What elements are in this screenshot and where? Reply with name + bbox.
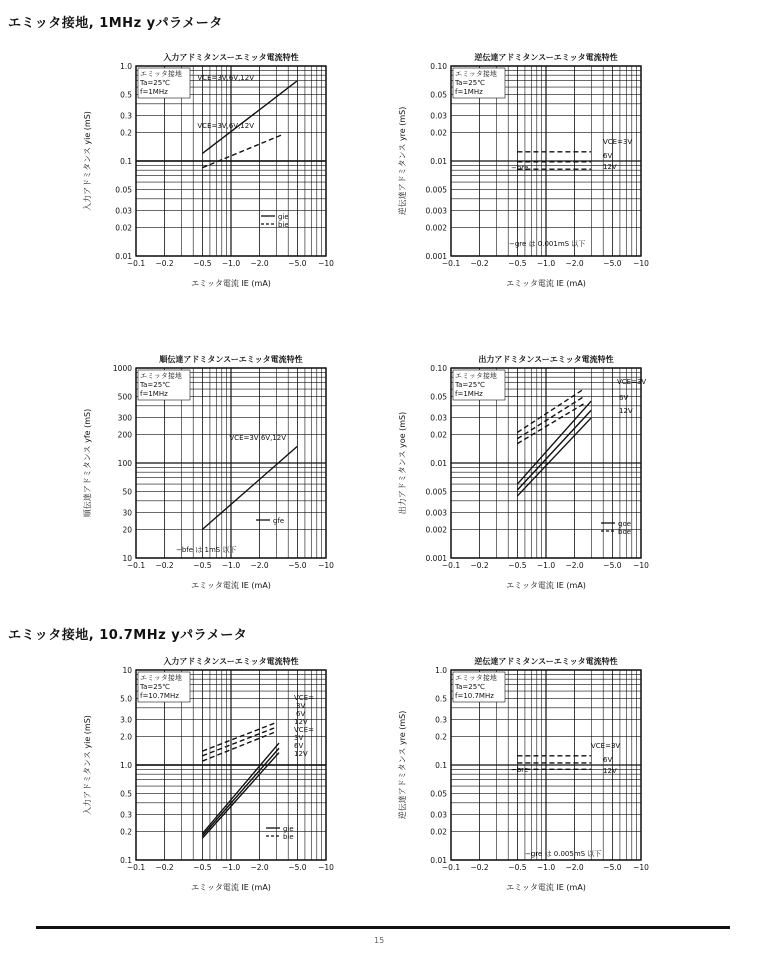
x-tick-label: −1.0 xyxy=(221,259,241,268)
y-axis-label: 入力アドミタンス yie (mS) xyxy=(83,111,92,211)
x-tick-label: −0.1 xyxy=(126,863,146,872)
series-label: 12V xyxy=(619,407,633,415)
y-axis-label: 順伝達アドミタンス yfe (mS) xyxy=(83,408,92,518)
chart-title: 出力アドミタンスーエミッタ電流特性 xyxy=(478,355,614,364)
y-tick-label: 1.0 xyxy=(120,761,132,770)
x-tick-label: −1.0 xyxy=(221,863,241,872)
page-number: 15 xyxy=(374,936,385,945)
x-tick-label: −5.0 xyxy=(288,259,307,268)
condition-text: エミッタ接地 xyxy=(455,70,497,78)
y-tick-label: 0.1 xyxy=(120,157,132,166)
y-tick-label: 0.02 xyxy=(430,430,447,440)
x-axis-label: エミッタ電流 IE (mA) xyxy=(506,279,586,288)
legend-label: gfe xyxy=(273,517,285,525)
y-tick-label: 0.03 xyxy=(115,206,132,216)
annotation: VCE= xyxy=(294,694,314,702)
y-tick-label: 0.3 xyxy=(120,810,132,820)
x-tick-label: −1.0 xyxy=(221,561,241,570)
y-axis-label: 逆伝達アドミタンス yre (mS) xyxy=(398,710,407,820)
series-label: VCE=3V xyxy=(617,378,647,386)
condition-text: Ta=25℃ xyxy=(455,79,486,87)
x-tick-label: −0.1 xyxy=(441,561,461,570)
chart-output-admittance-1mhz xyxy=(395,350,655,600)
chart-forward-admittance-1mhz xyxy=(80,350,340,600)
series-label: VCE=3V xyxy=(591,742,621,750)
x-tick-label: −0.1 xyxy=(441,259,461,268)
series-line xyxy=(202,723,276,752)
y-tick-label: 0.03 xyxy=(430,810,447,820)
y-tick-label: 0.2 xyxy=(120,128,132,138)
condition-text: f=10.7MHz xyxy=(140,692,179,700)
annotation: −gre は 0.005mS 以下 xyxy=(525,850,602,858)
x-tick-label: −2.0 xyxy=(565,259,584,268)
x-tick-label: −5.0 xyxy=(603,863,622,872)
x-tick-label: −2.0 xyxy=(565,863,584,872)
y-tick-label: 0.003 xyxy=(425,508,447,518)
series-label: 3V xyxy=(294,734,304,742)
series-label: 6V xyxy=(603,756,613,764)
x-tick-label: −10 xyxy=(318,259,334,268)
series-label: 3V xyxy=(296,702,306,710)
x-tick-label: −0.5 xyxy=(193,259,212,268)
series-label: 12V xyxy=(294,718,308,726)
y-tick-label: 20 xyxy=(122,525,132,535)
y-tick-label: 0.10 xyxy=(430,364,447,373)
legend-label: bie xyxy=(283,833,294,841)
annotation: VCE=3V,6V,12V xyxy=(229,434,286,442)
y-tick-label: 0.01 xyxy=(430,856,447,865)
y-tick-label: 0.05 xyxy=(430,789,447,799)
x-tick-label: −0.1 xyxy=(126,561,146,570)
y-tick-label: 0.003 xyxy=(425,206,447,216)
y-tick-label: 30 xyxy=(122,508,132,518)
y-tick-label: 0.01 xyxy=(115,252,132,261)
chart-reverse-admittance-1mhz xyxy=(395,48,655,298)
series-line xyxy=(202,727,276,756)
y-tick-label: 0.5 xyxy=(120,789,132,799)
x-axis-label: エミッタ電流 IE (mA) xyxy=(506,883,586,892)
x-tick-label: −5.0 xyxy=(288,863,307,872)
series-label: 6V xyxy=(296,710,306,718)
chart-title: 逆伝達アドミタンスーエミッタ電流特性 xyxy=(474,53,618,62)
y-tick-label: 0.02 xyxy=(430,128,447,138)
series-label: 12V xyxy=(294,750,308,758)
condition-text: f=1MHz xyxy=(140,390,168,398)
x-axis-label: エミッタ電流 IE (mA) xyxy=(191,581,271,590)
y-tick-label: 0.005 xyxy=(425,487,447,497)
y-tick-label: 0.01 xyxy=(430,157,447,166)
condition-text: f=1MHz xyxy=(455,88,483,96)
x-tick-label: −0.5 xyxy=(193,863,212,872)
y-tick-label: 0.2 xyxy=(120,827,132,837)
chart-title: 入力アドミタンスーエミッタ電流特性 xyxy=(163,53,299,62)
x-tick-label: −5.0 xyxy=(288,561,307,570)
annotation: −gre は 0.001mS 以下 xyxy=(509,240,586,248)
condition-text: Ta=25℃ xyxy=(140,683,171,691)
y-axis-label: 逆伝達アドミタンス yre (mS) xyxy=(398,106,407,216)
y-tick-label: 0.1 xyxy=(120,856,132,865)
series-label: 6V xyxy=(294,742,304,750)
condition-text: Ta=25℃ xyxy=(140,79,171,87)
y-tick-label: 1.0 xyxy=(435,666,447,675)
y-tick-label: 0.02 xyxy=(430,827,447,837)
x-tick-label: −0.1 xyxy=(441,863,461,872)
x-tick-label: −5.0 xyxy=(603,561,622,570)
legend-label: goe xyxy=(618,520,632,528)
series-label: 12V xyxy=(603,163,617,171)
series-line xyxy=(202,748,279,835)
y-tick-label: 200 xyxy=(117,430,132,440)
y-tick-label: 0.002 xyxy=(425,223,447,233)
annotation: −bfe は 1mS 以下 xyxy=(176,546,237,554)
chart-input-admittance-1mhz xyxy=(80,48,340,298)
x-tick-label: −10 xyxy=(633,863,649,872)
y-tick-label: 0.03 xyxy=(430,413,447,423)
y-tick-label: 10 xyxy=(122,554,132,563)
condition-text: Ta=25℃ xyxy=(455,381,486,389)
x-tick-label: −10 xyxy=(633,561,649,570)
y-tick-label: 0.01 xyxy=(430,459,447,468)
section-title-1mhz: エミッタ接地, 1MHz yパラメータ xyxy=(8,16,223,31)
x-tick-label: −1.0 xyxy=(536,259,556,268)
y-tick-label: 0.3 xyxy=(120,111,132,121)
series-line xyxy=(517,404,583,444)
series-line xyxy=(202,81,297,154)
y-tick-label: 0.5 xyxy=(120,90,132,100)
series-label: 6V xyxy=(619,394,629,402)
series-label: 12V xyxy=(603,767,617,775)
series-label: VCE=3V xyxy=(603,138,633,146)
series-line xyxy=(517,401,591,484)
x-tick-label: −0.5 xyxy=(193,561,212,570)
y-tick-label: 0.3 xyxy=(435,715,447,725)
condition-text: Ta=25℃ xyxy=(455,683,486,691)
condition-text: エミッタ接地 xyxy=(140,70,182,78)
y-tick-label: 0.002 xyxy=(425,525,447,535)
chart-title: 順伝達アドミタンスーエミッタ電流特性 xyxy=(159,355,303,364)
y-tick-label: 0.001 xyxy=(425,554,447,563)
chart-title: 逆伝達アドミタンスーエミッタ電流特性 xyxy=(474,657,618,666)
y-tick-label: 2.0 xyxy=(120,732,132,742)
series-label: 6V xyxy=(603,152,613,160)
y-tick-label: 0.005 xyxy=(425,185,447,195)
x-tick-label: −10 xyxy=(633,259,649,268)
chart-input-admittance-10-7mhz xyxy=(80,652,340,902)
condition-text: エミッタ接地 xyxy=(455,674,497,682)
series-line xyxy=(202,135,282,168)
y-axis-label: 出力アドミタンス yoe (mS) xyxy=(398,411,407,515)
y-tick-label: 10 xyxy=(122,666,132,675)
legend-label: bie xyxy=(278,221,289,229)
x-tick-label: −10 xyxy=(318,561,334,570)
x-tick-label: −0.2 xyxy=(155,863,174,872)
condition-text: Ta=25℃ xyxy=(140,381,171,389)
chart-reverse-admittance-10-7mhz xyxy=(395,652,655,902)
annotation: VCE=3V,6V,12V xyxy=(197,122,254,130)
condition-text: エミッタ接地 xyxy=(140,674,182,682)
bottom-rule xyxy=(36,926,730,929)
x-axis-label: エミッタ電流 IE (mA) xyxy=(191,883,271,892)
y-tick-label: 1.0 xyxy=(120,62,132,71)
x-tick-label: −0.2 xyxy=(155,561,174,570)
y-tick-label: 50 xyxy=(122,487,132,497)
annotation: VCE= xyxy=(294,726,314,734)
y-tick-label: 0.05 xyxy=(430,392,447,402)
y-tick-label: 0.5 xyxy=(435,694,447,704)
x-tick-label: −2.0 xyxy=(250,259,269,268)
y-tick-label: 500 xyxy=(117,392,132,402)
y-tick-label: 0.1 xyxy=(435,761,447,770)
x-tick-label: −0.5 xyxy=(508,863,527,872)
x-tick-label: −2.0 xyxy=(250,561,269,570)
x-tick-label: −1.0 xyxy=(536,863,556,872)
x-tick-label: −0.2 xyxy=(470,259,489,268)
y-tick-label: 300 xyxy=(117,413,132,423)
y-tick-label: 0.10 xyxy=(430,62,447,71)
section-title-10-7mhz: エミッタ接地, 10.7MHz yパラメータ xyxy=(8,628,248,643)
y-tick-label: 0.001 xyxy=(425,252,447,261)
y-tick-label: 5.0 xyxy=(120,694,132,704)
x-tick-label: −0.5 xyxy=(508,561,527,570)
x-tick-label: −1.0 xyxy=(536,561,556,570)
x-axis-label: エミッタ電流 IE (mA) xyxy=(191,279,271,288)
legend-label: gie xyxy=(278,213,289,221)
y-tick-label: 100 xyxy=(117,459,132,468)
x-tick-label: −0.2 xyxy=(155,259,174,268)
x-tick-label: −0.5 xyxy=(508,259,527,268)
x-tick-label: −5.0 xyxy=(603,259,622,268)
series-line xyxy=(517,389,583,432)
y-tick-label: 0.02 xyxy=(115,223,132,233)
y-tick-label: 3.0 xyxy=(120,715,132,725)
x-axis-label: エミッタ電流 IE (mA) xyxy=(506,581,586,590)
condition-text: エミッタ接地 xyxy=(455,372,497,380)
condition-text: エミッタ接地 xyxy=(140,372,182,380)
legend-label: boe xyxy=(618,528,632,536)
annotation: −bre xyxy=(511,766,529,774)
x-tick-label: −0.2 xyxy=(470,863,489,872)
annotation: VCE=3V,6V,12V xyxy=(197,74,254,82)
y-tick-label: 0.05 xyxy=(115,185,132,195)
x-tick-label: −2.0 xyxy=(250,863,269,872)
x-tick-label: −0.1 xyxy=(126,259,146,268)
legend-label: gie xyxy=(283,825,294,833)
condition-text: f=10.7MHz xyxy=(455,692,494,700)
x-tick-label: −10 xyxy=(318,863,334,872)
y-tick-label: 0.05 xyxy=(430,90,447,100)
x-tick-label: −2.0 xyxy=(565,561,584,570)
condition-text: f=1MHz xyxy=(140,88,168,96)
y-axis-label: 入力アドミタンス yie (mS) xyxy=(83,715,92,815)
chart-title: 入力アドミタンスーエミッタ電流特性 xyxy=(163,657,299,666)
y-tick-label: 0.2 xyxy=(435,732,447,742)
x-tick-label: −0.2 xyxy=(470,561,489,570)
y-tick-label: 0.03 xyxy=(430,111,447,121)
condition-text: f=1MHz xyxy=(455,390,483,398)
annotation: −bre xyxy=(511,164,529,172)
y-tick-label: 1000 xyxy=(112,364,132,373)
